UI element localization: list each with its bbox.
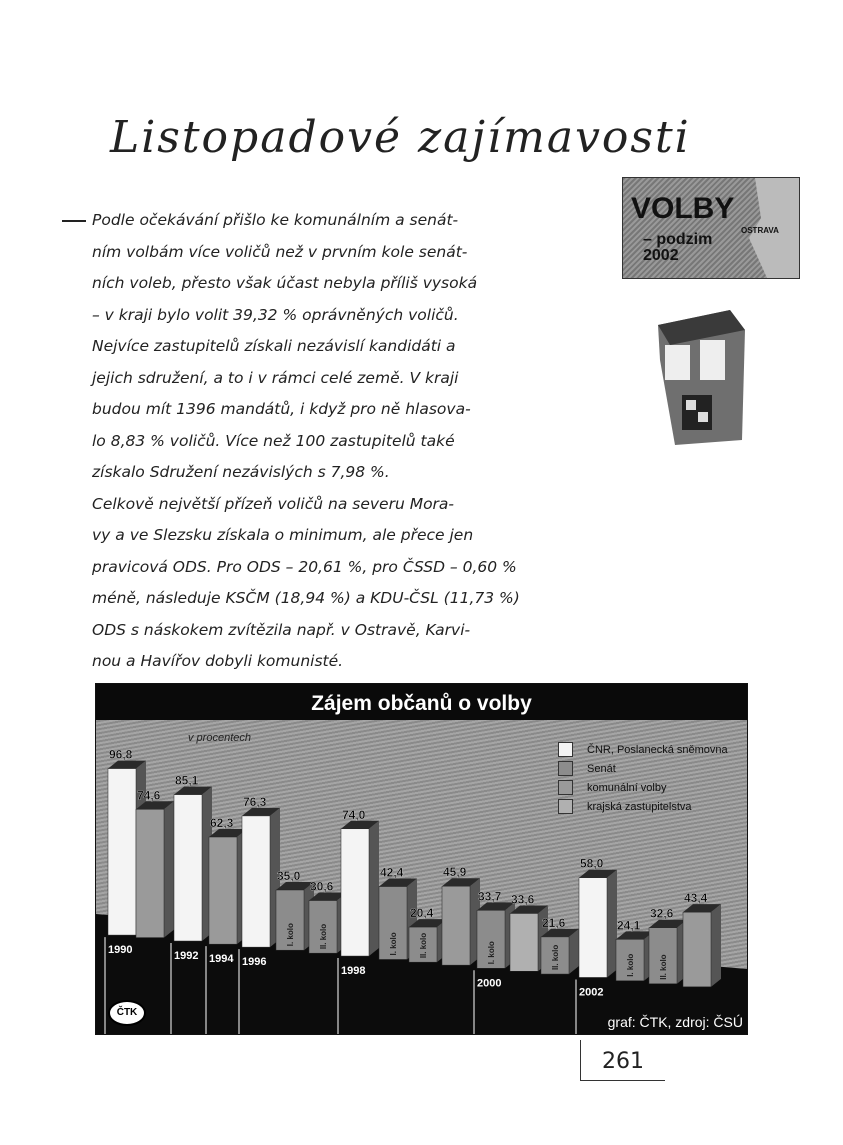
page-title: Listopadové zajímavosti [110, 112, 691, 163]
bar-round-label: II. kolo [659, 954, 668, 980]
bar-round-label: I. kolo [626, 953, 635, 977]
year-label: 2002 [579, 986, 604, 999]
year-label: 1996 [242, 956, 267, 969]
volby-logo-sub1: – podzim [643, 231, 713, 248]
bar-side [164, 801, 174, 937]
year-label: 2000 [477, 977, 502, 990]
ballot-box-image [650, 300, 750, 450]
legend-label: ČNR, Poslanecká sněmovna [587, 743, 728, 756]
text-line: získalo Sdružení nezávislých s 7,98 %. [92, 463, 390, 481]
bar-value-label: 33,7 [478, 889, 502, 904]
bar-value-label: 76,3 [243, 794, 267, 809]
bar-value-label: 33,6 [511, 892, 535, 907]
bar-side [711, 904, 721, 987]
bar-value-label: 85,1 [175, 773, 199, 788]
bar-value-label: 35,0 [277, 869, 301, 883]
text-line: ODS s náskokem zvítězila např. v Ostravě, Karvi- [92, 620, 471, 639]
bar-value-label: 58,0 [580, 856, 604, 871]
text-line: ních voleb, přesto však účast nebyla příliš vysoká [92, 274, 478, 292]
text-line: Celkově největší přízeň voličů na severu Mora- [92, 494, 455, 513]
bar-value-label: 74,6 [137, 788, 161, 803]
text-line: méně, následuje KSČM (18,94 %) a KDU-ČSL (11,73 %) [92, 589, 520, 607]
bar [136, 809, 164, 937]
chart-source: graf: ČTK, zdroj: ČSÚ [607, 1014, 743, 1030]
bar-value-label: 96,8 [109, 747, 133, 762]
bar-value-label: 74,0 [342, 807, 366, 822]
bar [108, 769, 136, 935]
bar-round-label: I. kolo [487, 941, 496, 965]
bar-value-label: 42,4 [380, 865, 404, 880]
text-line: Nejvíce zastupitelů získali nezávislí kandidáti a [92, 337, 456, 355]
legend-label: Senát [587, 762, 616, 775]
bullet-dash [62, 220, 86, 222]
text-line: nou a Havířov dobyli komunisté. [92, 652, 344, 670]
chart-legend [558, 740, 728, 816]
bar-value-label: 20,4 [410, 906, 434, 921]
bar [174, 795, 202, 941]
bar [510, 913, 538, 971]
text-line: – v kraji bylo volit 39,32 % oprávněných voličů. [92, 305, 459, 324]
bar-round-label: II. kolo [551, 944, 560, 971]
bar [209, 837, 237, 944]
volby-logo-main: VOLBY [631, 192, 735, 225]
text-line: budou mít 1396 mandátů, i když pro ně hlasova- [92, 400, 471, 418]
bar [341, 829, 369, 956]
year-label: 1990 [108, 944, 133, 957]
bar-round-label: I. kolo [389, 932, 398, 956]
legend-item [558, 740, 728, 759]
bar [579, 878, 607, 978]
text-line: ním volbám více voličů než v prvním kole senát- [92, 242, 468, 261]
volby-logo-sub2: 2002 [643, 247, 679, 264]
bar-value-label: 21,6 [542, 915, 566, 930]
volby-logo-image [622, 177, 800, 279]
page-number: 261 [580, 1040, 665, 1081]
ctk-logo: ČTK [108, 1000, 146, 1026]
bar-round-label: II. kolo [319, 923, 328, 950]
legend-label: krajská zastupitelstva [587, 800, 692, 813]
text-line: vy a ve Slezsku získala o minimum, ale přece jen [92, 526, 474, 544]
handwritten-text [92, 205, 592, 678]
year-label: 1992 [174, 950, 199, 963]
volby-logo-small: OSTRAVA [741, 226, 779, 235]
legend-item [558, 797, 728, 816]
text-line: Podle očekávání přišlo ke komunálním a senát- [92, 211, 459, 229]
bar-side [607, 870, 617, 978]
bar-value-label: 32,6 [650, 906, 674, 921]
bar-value-label: 62,3 [210, 816, 234, 831]
turnout-chart [95, 683, 748, 1035]
chart-unit-label: v procentech [188, 732, 251, 744]
bar [442, 886, 470, 965]
legend-label: komunální volby [587, 781, 667, 794]
legend-item [558, 778, 728, 797]
bar-value-label: 43,4 [684, 891, 708, 906]
bar [242, 816, 270, 947]
bar-round-label: II. kolo [419, 932, 428, 959]
legend-item [558, 759, 728, 778]
bar-value-label: 45,9 [443, 865, 467, 880]
chart-title: Zájem občanů o volby [96, 684, 747, 720]
bar-value-label: 24,1 [617, 918, 641, 933]
year-label: 1998 [341, 965, 366, 978]
text-line: jejich sdružení, a to i v rámci celé země. V kraji [92, 368, 459, 387]
text-line: pravicová ODS. Pro ODS – 20,61 %, pro ČSSD – 0,60 % [92, 557, 517, 576]
bar [683, 912, 711, 987]
bar-round-label: I. kolo [286, 923, 295, 947]
volby-logo-sub [643, 232, 712, 264]
bar-value-label: 30,6 [310, 879, 334, 894]
text-line: lo 8,83 % voličů. Více než 100 zastupitelů také [92, 431, 455, 450]
year-label: 1994 [209, 953, 234, 966]
bar-side [369, 821, 379, 956]
